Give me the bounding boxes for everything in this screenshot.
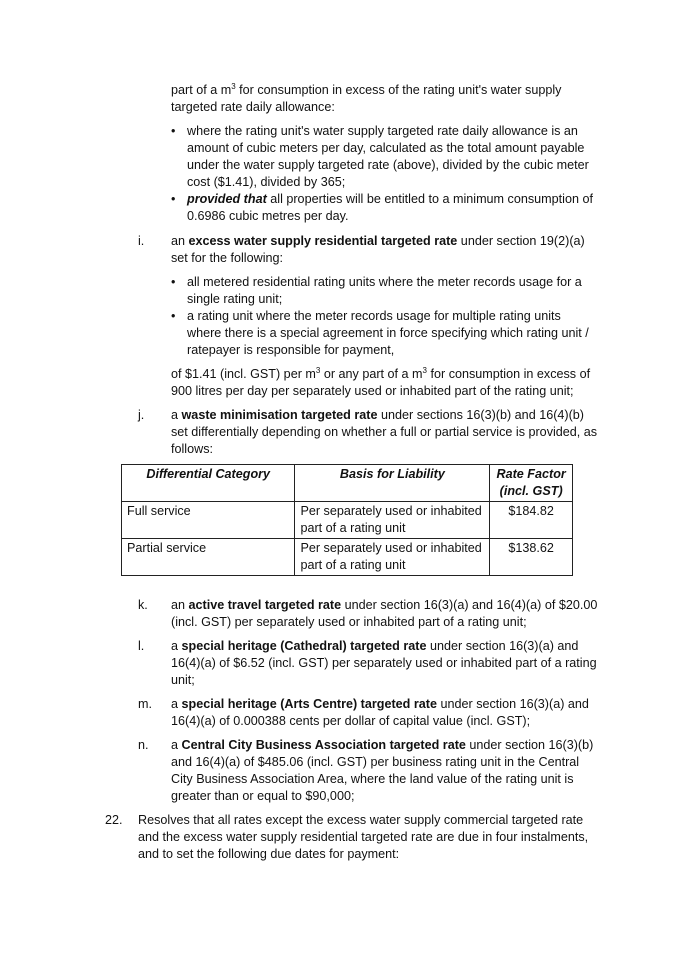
item-l-text: a special heritage (Cathedral) targeted rate under section 16(3)(a) and 16(4)(a) of $6.52 (incl. GST) per separately used or inhabited part of a rating unit; <box>171 639 597 687</box>
intro-bullet-2: • provided that all properties will be entitled to a minimum consumption of 0.6986 cubic metres per day. <box>171 191 596 225</box>
item-l-marker: l. <box>138 639 145 653</box>
intro-bullet-list <box>171 123 596 225</box>
item-22-marker: 22. <box>105 813 123 827</box>
item-i-text: an excess water supply residential targeted rate under section 19(2)(a) set for the following: <box>171 234 585 265</box>
intro-paragraph <box>171 82 601 116</box>
header-differential-category: Differential Category <box>122 465 295 502</box>
table-header-row <box>122 465 573 502</box>
intro-text: part of a $m^3$ for consumption in excess of the rating unit's water supply targeted rate daily allowance: <box>171 81 562 114</box>
item-j-text: a waste minimisation targeted rate under sections 16(3)(b) and 16(4)(b) set differentially depending on whether a full or partial service is provided, as follows: <box>171 408 598 456</box>
item-i-marker: i. <box>138 234 145 248</box>
cell-rate: $138.62 <box>490 539 573 576</box>
table-row <box>122 539 573 576</box>
item-i-tail: of $1.41 (incl. GST) per $m^3$ or any part of a $m^3$ for consumption in excess of 900 litres per day per separately used or inhabited part of the rating unit; <box>171 365 591 398</box>
header-rate-factor: Rate Factor (incl. GST) <box>490 465 573 502</box>
item-i-bullet-list <box>171 274 596 359</box>
item-m-text: a special heritage (Arts Centre) targeted rate under section 16(3)(a) and 16(4)(a) of 0.000388 cents per dollar of capital value (incl. GST); <box>171 697 589 728</box>
cell-category: Partial service <box>122 539 295 576</box>
header-basis-for-liability: Basis for Liability <box>295 465 490 502</box>
item-i-bullet-1: • all metered residential rating units where the meter records usage for a single rating unit; <box>171 274 596 308</box>
cell-category: Full service <box>122 502 295 539</box>
item-m-marker: m. <box>138 697 152 711</box>
cell-rate: $184.82 <box>490 502 573 539</box>
item-i-bullet-2: • a rating unit where the meter records usage for multiple rating units where there is a special agreement in force specifying which rating unit / ratepayer is responsible for payment, <box>171 308 596 359</box>
cell-basis: Per separately used or inhabited part of a rating unit <box>295 539 490 576</box>
item-k-text: an active travel targeted rate under section 16(3)(a) and 16(4)(a) of $20.00 (incl. GST) per separately used or inhabited part of a rating unit; <box>171 598 598 629</box>
table-row <box>122 502 573 539</box>
waste-rate-table <box>121 464 573 576</box>
item-j-marker: j. <box>138 408 145 422</box>
item-22-text: Resolves that all rates except the excess water supply commercial targeted rate and the excess water supply residential targeted rate are due in four instalments, and to set the following due dates for payment: <box>138 813 589 861</box>
item-k-marker: k. <box>138 598 148 612</box>
cell-basis: Per separately used or inhabited part of a rating unit <box>295 502 490 539</box>
intro-bullet-1: • where the rating unit's water supply targeted rate daily allowance is an amount of cubic meters per day, calculated as the total amount payable under the water supply targeted rate (above), divided by the cubic meter cost ($1.41), divided by 365; <box>171 123 596 191</box>
item-n-marker: n. <box>138 738 149 752</box>
item-n-text: a Central City Business Association targeted rate under section 16(3)(b) and 16(4)(a) of $485.06 (incl. GST) per business rating unit in the Central City Business Association Area, where the land value of the rating unit is greater than or equal to $90,000; <box>171 738 594 803</box>
